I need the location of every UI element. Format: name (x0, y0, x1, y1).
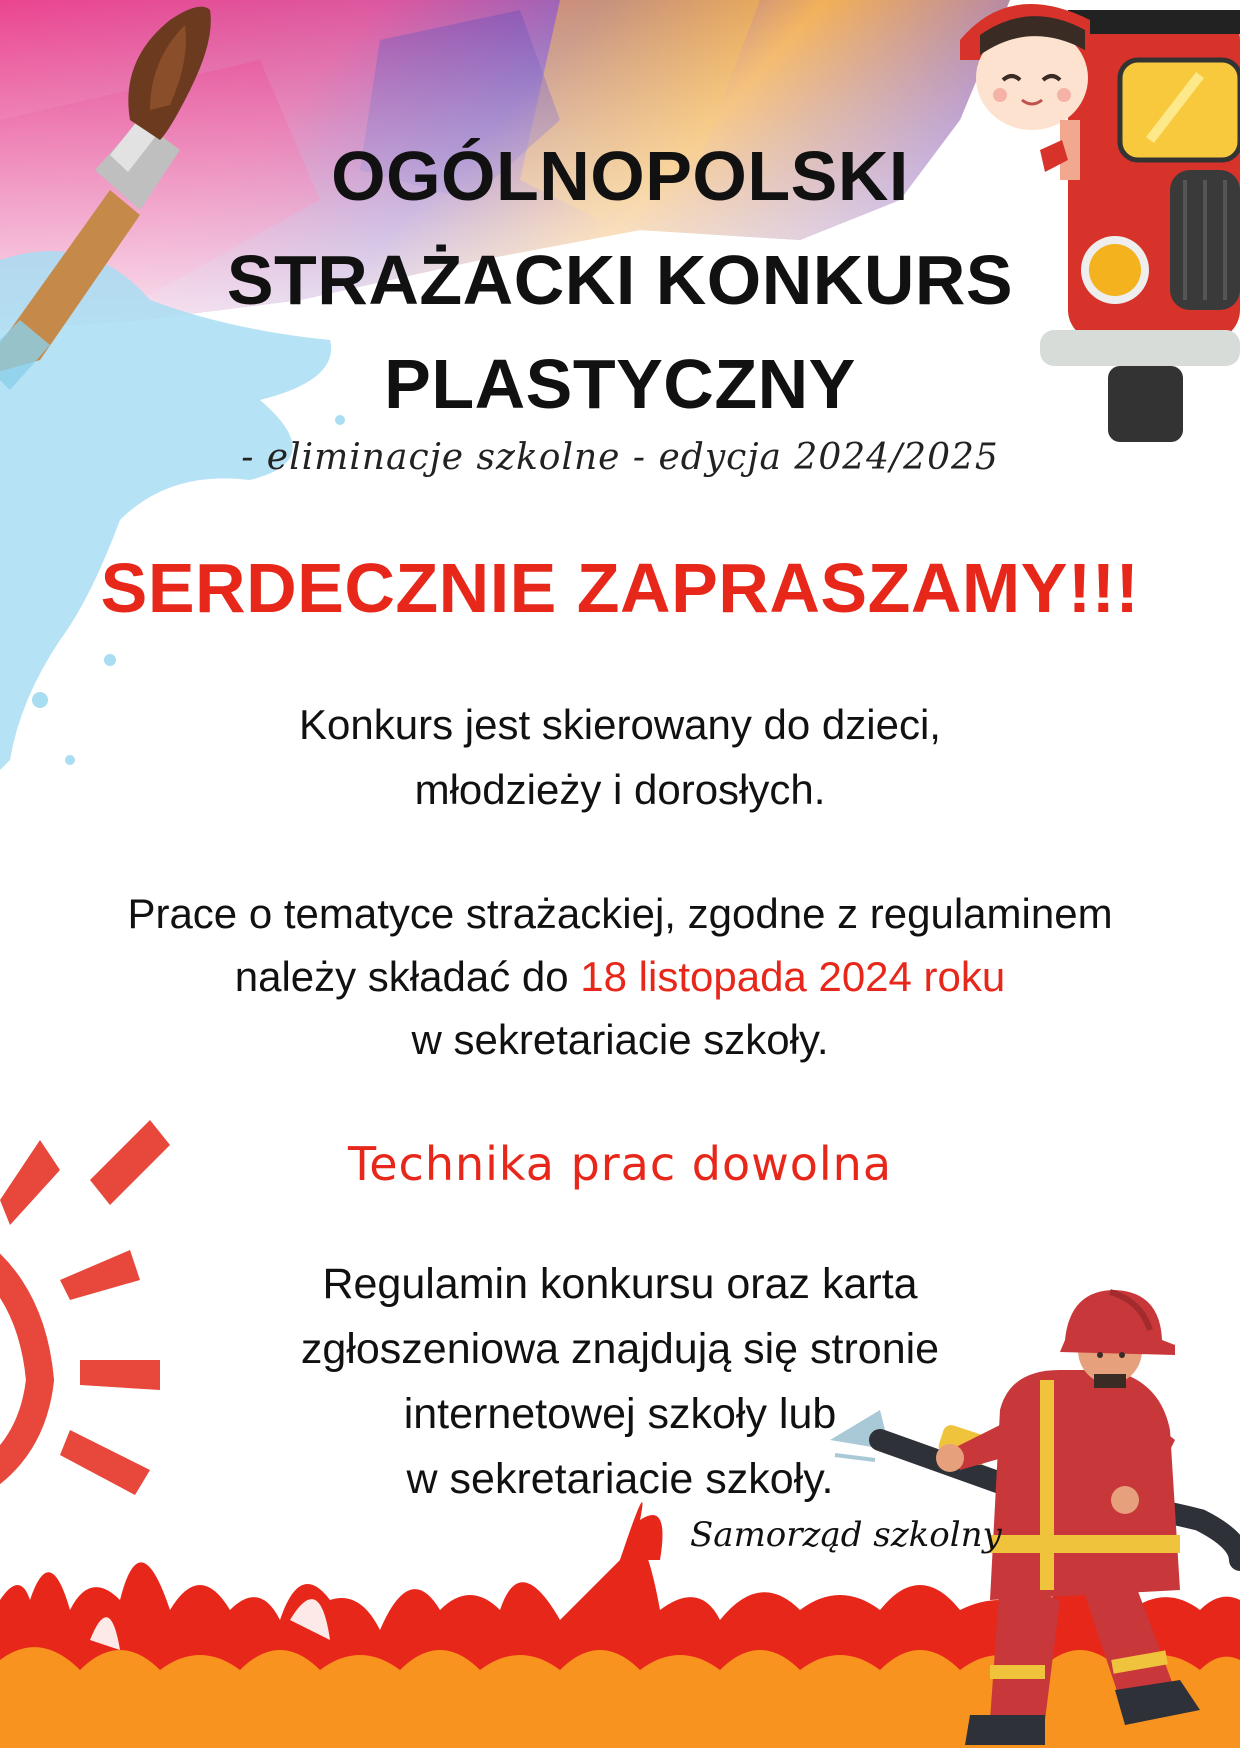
rules-line-4: w sekretariacie szkoły. (406, 1455, 834, 1503)
submission-line-2-text: należy składać do (234, 953, 581, 1000)
audience-paragraph (0, 692, 1240, 822)
invitation-heading: SERDECZNIE ZAPRASZAMY!!! (100, 549, 1140, 627)
rules-paragraph (0, 1252, 1240, 1512)
signature: Samorząd szkolny (690, 1515, 1002, 1555)
poster-title (0, 124, 1240, 436)
submission-line-1: Prace o tematyce strażackiej, zgodne z regulaminem (127, 890, 1113, 937)
title-line-1: OGÓLNOPOLSKI (331, 137, 909, 215)
submission-line-3: w sekretariacie szkoły. (411, 1016, 829, 1063)
title-line-2: STRAŻACKI KONKURS (226, 241, 1014, 319)
rules-line-1: Regulamin konkursu oraz karta (322, 1260, 918, 1308)
title-line-3: PLASTYCZNY (384, 345, 856, 423)
submission-paragraph (0, 882, 1240, 1071)
submission-line-2 (0, 945, 1240, 1008)
audience-line-2: młodzieży i dorosłych. (414, 766, 826, 813)
poster-subtitle: - eliminacje szkolne - edycja 2024/2025 (241, 437, 999, 478)
rules-line-3: internetowej szkoły lub (403, 1390, 837, 1438)
audience-line-1: Konkurs jest skierowany do dzieci, (299, 701, 941, 748)
rules-line-2: zgłoszeniowa znajdują się stronie (300, 1325, 940, 1373)
technique-note: Technika prac dowolna (347, 1137, 893, 1191)
deadline-date: 18 listopada 2024 roku (580, 953, 1006, 1000)
